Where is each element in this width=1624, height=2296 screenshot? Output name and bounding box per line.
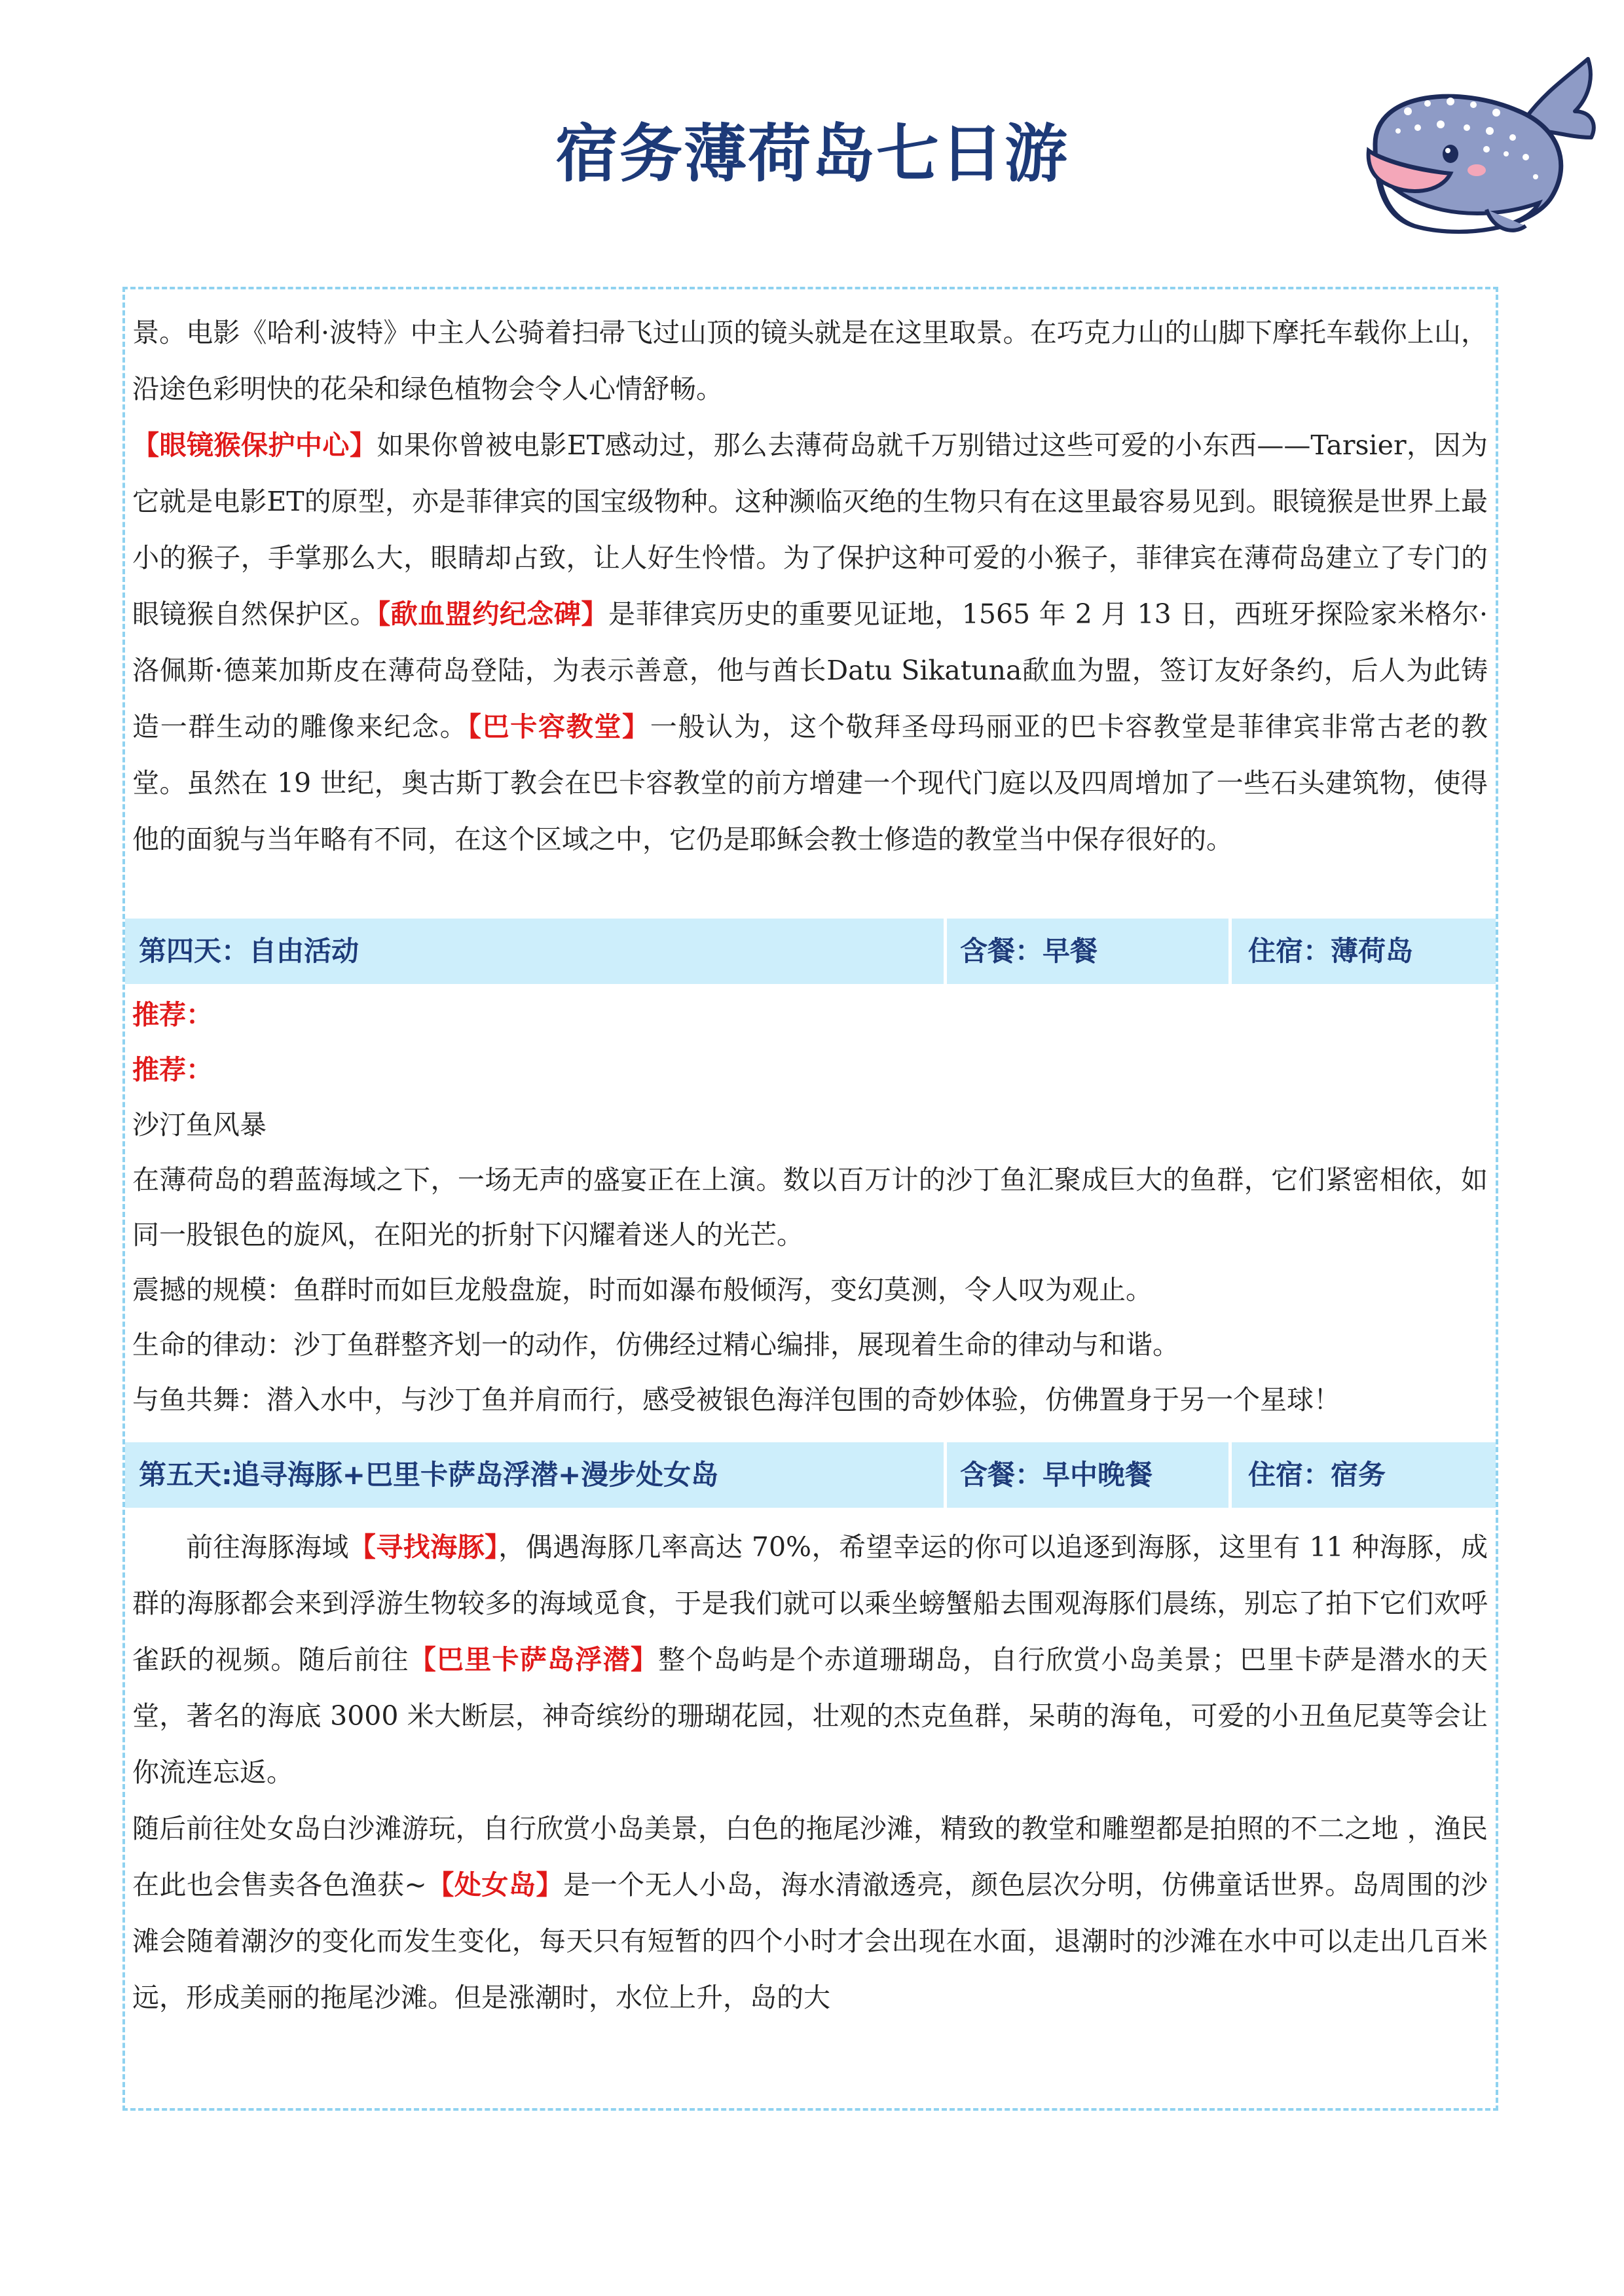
divider: [1228, 919, 1232, 984]
paragraph-text: ，偶遇海豚几率高达 70%，希望幸运的你可以追逐到海豚，这里有 11 种海豚，成群的海豚都会来到浮游生物较多的海域觅食，于是我们就可以乘坐螃蟹船去围观海豚们晨练，别忘了拍下它们欢呼雀跃的视频。随后前往: [132, 1531, 1488, 1675]
highlight-find-dolphins: 【寻找海豚】: [348, 1531, 499, 1563]
whale-icon: [1329, 39, 1604, 262]
paragraph: 沙汀鱼风暴: [132, 1109, 267, 1140]
paragraph: [132, 1800, 1488, 2026]
day4-content: [132, 987, 1488, 1427]
day4-title: 第四天：自由活动: [139, 935, 360, 967]
paragraph-text: 随后前往处女岛白沙滩游玩，自行欣赏小岛美景，白色的拖尾沙滩，精致的教堂和雕塑都是拍照的不二之地 ，渔民在此也会售卖各色渔获~: [132, 1813, 1488, 1901]
day4-header-bar: [125, 919, 1496, 984]
paragraph: [132, 417, 1488, 867]
paragraph-text: 整个岛屿是个赤道珊瑚岛，自行欣赏小岛美景；巴里卡萨是潜水的天堂，著名的海底 3000 米大断层，神奇缤纷的珊瑚花园，壮观的杰克鱼群，呆萌的海龟，可爱的小丑鱼尼莫等会让你流连忘返。: [132, 1644, 1488, 1788]
paragraph: 景。电影《哈利·波特》中主人公骑着扫帚飞过山顶的镜头就是在这里取景。在巧克力山的山脚下摩托车载你上山，沿途色彩明快的花朵和绿色植物会令人心情舒畅。: [132, 317, 1488, 405]
paragraph: 生命的律动：沙丁鱼群整齐划一的动作，仿佛经过精心编排，展现着生命的律动与和谐。: [132, 1329, 1179, 1360]
day4-meal: 含餐：早餐: [960, 935, 1098, 967]
highlight-blood-compact: 【歃血盟约纪念碑】: [377, 598, 608, 630]
paragraph-text: 是菲律宾历史的重要见证地，1565 年 2 月 13 日，西班牙探险家米格尔·洛佩斯·德莱加斯皮在薄荷岛登陆，为表示善意，他与酋长Datu Sikatuna歃血为盟，签订友好条约，后人为此铸造一群生动的雕像来纪念。: [132, 598, 1488, 742]
highlight-virgin-island: 【处女岛】: [426, 1869, 564, 1901]
day5-title: 第五天:追寻海豚+巴里卡萨岛浮潜+漫步处女岛: [139, 1459, 719, 1491]
highlight-tarsier-center: 【眼镜猴保护中心】: [132, 429, 377, 461]
day4-stay: 住宿：薄荷岛: [1248, 935, 1414, 967]
divider: [944, 1442, 947, 1508]
highlight-baclayon-church: 【巴卡容教堂】: [468, 711, 650, 742]
paragraph-text: 是一个无人小岛，海水清澈透亮，颜色层次分明，仿佛童话世界。岛周围的沙滩会随着潮汐的变化而发生变化，每天只有短暂的四个小时才会出现在水面，退潮时的沙滩在水中可以走出几百米远，形成美丽的拖尾沙滩。但是涨潮时，水位上升，岛的大: [132, 1869, 1488, 2013]
paragraph-text: 前往海豚海域: [186, 1531, 349, 1563]
day5-stay: 住宿：宿务: [1248, 1459, 1386, 1491]
paragraph: 震撼的规模：鱼群时而如巨龙般盘旋，时而如瀑布般倾泻，变幻莫测，令人叹为观止。: [132, 1274, 1153, 1305]
recommend-label: 推荐：: [132, 999, 213, 1030]
paragraph: 与鱼共舞：潜入水中，与沙丁鱼并肩而行，感受被银色海洋包围的奇妙体验，仿佛置身于另一个星球！: [132, 1384, 1340, 1415]
paragraph-text: 一般认为，这个敬拜圣母玛丽亚的巴卡容教堂是菲律宾非常古老的教堂。虽然在 19 世纪，奥古斯丁教会在巴卡容教堂的前方增建一个现代门庭以及四周增加了一些石头建筑物，使得他的面貌与当年略有不同，在这个区域之中，它仍是耶稣会教士修造的教堂当中保存很好的。: [132, 711, 1488, 855]
recommend-label: 推荐：: [132, 1054, 213, 1085]
paragraph: 在薄荷岛的碧蓝海域之下，一场无声的盛宴正在上演。数以百万计的沙丁鱼汇聚成巨大的鱼群，它们紧密相依，如同一股银色的旋风，在阳光的折射下闪耀着迷人的光芒。: [132, 1164, 1488, 1250]
highlight-balicasag: 【巴里卡萨岛浮潜】: [409, 1644, 659, 1675]
paragraph-text: 如果你曾被电影ET感动过，那么去薄荷岛就千万别错过这些可爱的小东西——Tarsier，因为它就是电影ET的原型，亦是菲律宾的国宝级物种。这种濒临灭绝的生物只有在这里最容易见到。眼镜猴是世界上最小的猴子，手掌那么大，眼睛却占致，让人好生怜惜。为了保护这种可爱的小猴子，菲律宾在薄荷岛建立了专门的眼镜猴自然保护区。: [132, 429, 1488, 630]
divider: [1228, 1442, 1232, 1508]
section-attractions: [132, 304, 1488, 867]
divider: [944, 919, 947, 984]
paragraph: [132, 1519, 1488, 1800]
page-title: 宿务薄荷岛七日游: [555, 117, 1069, 191]
day5-meal: 含餐：早中晚餐: [960, 1459, 1153, 1491]
day5-content: [132, 1519, 1488, 2026]
day5-header-bar: [125, 1442, 1496, 1508]
